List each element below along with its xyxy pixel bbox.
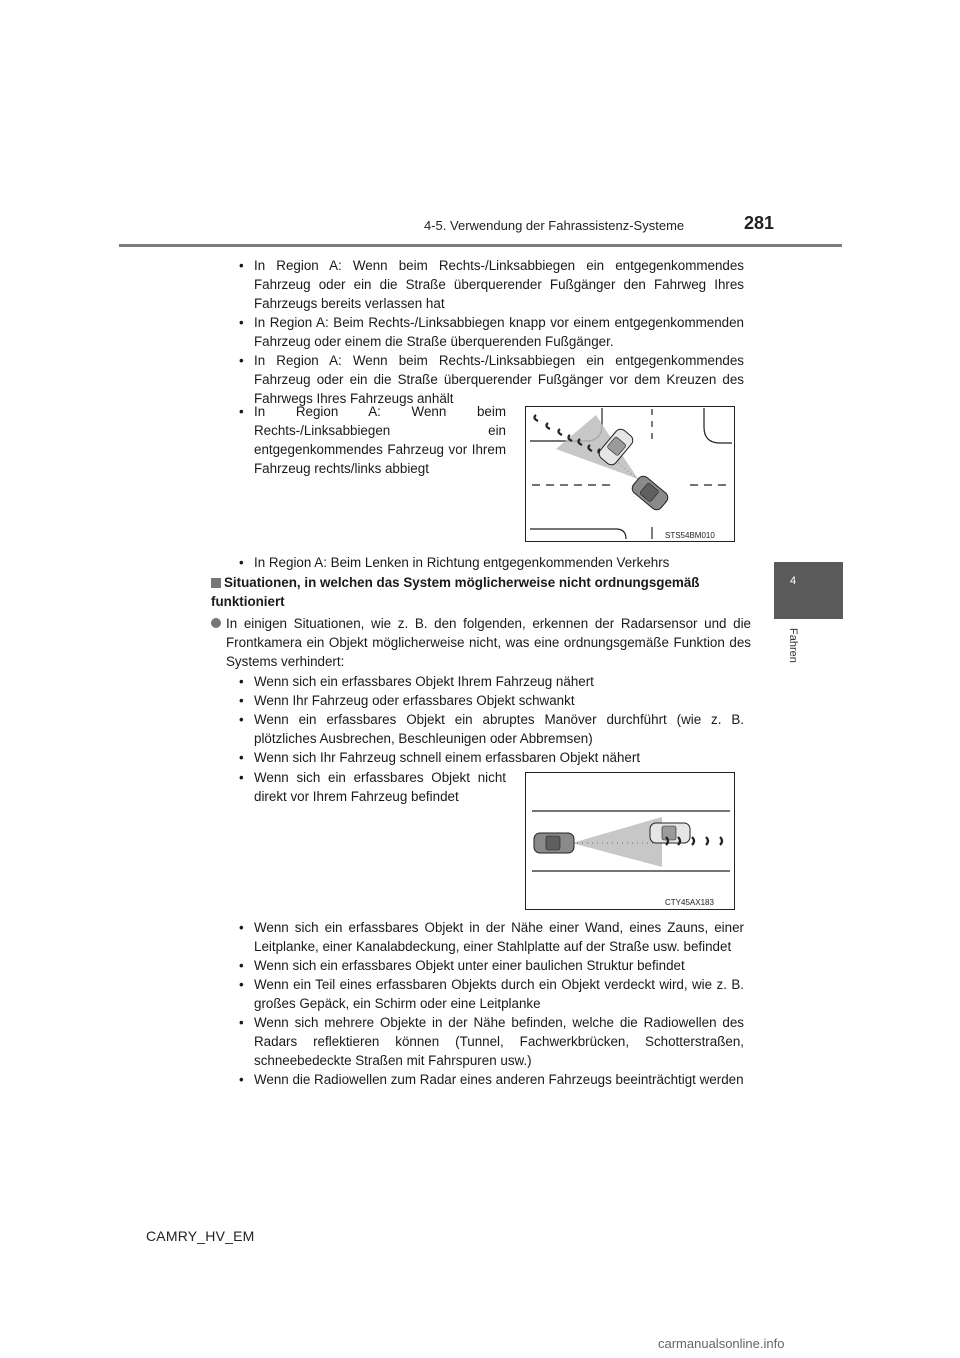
list-item: • In Region A: Wenn beim Rechts-/Linksabbiegen ein entgegenkommendes Fahrzeug oder ein die Straße überquerender Fußgänger vor dem Kreuzen des Fahrwegs Ihres Fahrzeugs anhält [238,351,744,408]
figure-code: CTY45AX183 [665,898,714,907]
section-title: 4-5. Verwendung der Fahrassistenz-Systeme [424,218,685,233]
bullet-list-1 [238,256,744,408]
circle-bullet-icon [211,618,221,628]
figure-code: STS54BM010 [665,531,715,540]
bullet-list-2 [238,553,744,572]
list-item: • In Region A: Beim Lenken in Richtung entgegenkommenden Verkehrs [238,553,744,572]
fig1-caption [238,402,506,478]
chapter-tab[interactable] [774,562,843,619]
bullet-list-3 [238,672,744,767]
list-item: • Wenn sich ein erfassbares Objekt nicht direkt vor Ihrem Fahrzeug befindet [238,768,506,806]
list-item: • In Region A: Wenn beim Rechts-/Linksabbiegen ein entgegenkommendes Fahrzeug vor Ihrem Fahrzeug rechts/links abbiegt [238,402,506,478]
list-item: • Wenn Ihr Fahrzeug oder erfassbares Objekt schwankt [238,691,744,710]
intro-paragraph: In einigen Situationen, wie z. B. den folgenden, erkennen der Radarsensor und die Frontkamera ein Objekt möglicherweise nicht, was eine ordnungsgemäße Funktion des Systems verhindert: [211,614,751,671]
list-item: • Wenn sich ein erfassbares Objekt Ihrem Fahrzeug nähert [238,672,744,691]
list-item: • In Region A: Beim Rechts-/Linksabbiegen knapp vor einem entgegenkommenden Fahrzeug oder einem die Straße überquerenden Fußgänger. [238,313,744,351]
list-item: • Wenn sich ein erfassbares Objekt unter einer baulichen Struktur befindet [238,956,744,975]
chapter-label: Fahren [787,628,799,663]
intersection-illustration [526,407,734,541]
figure-offset-vehicle [525,772,735,910]
list-item: • Wenn ein Teil eines erfassbaren Objekts durch ein Objekt verdeckt wird, wie z. B. großes Gepäck, ein Schirm oder eine Leitplanke [238,975,744,1013]
list-item: • Wenn sich Ihr Fahrzeug schnell einem erfassbaren Objekt nähert [238,748,744,767]
chapter-number: 4 [790,575,797,587]
list-item: • In Region A: Wenn beim Rechts-/Linksabbiegen ein entgegenkommendes Fahrzeug oder ein die Straße überquerender Fußgänger den Fahrweg Ihres Fahrzeugs bereits verlassen hat [238,256,744,313]
watermark[interactable]: carmanualsonline.info [658,1336,785,1351]
document-code: CAMRY_HV_EM [146,1228,255,1244]
fig2-caption [238,768,506,806]
lane-illustration [526,773,734,909]
bullet-list-4 [238,918,744,1089]
list-item: • Wenn sich mehrere Objekte in der Nähe befinden, welche die Radiowellen des Radars reflektieren können (Tunnel, Fachwerkbrücken, Schotterstraßen, schneebedeckte Straßen mit Fahrspuren usw.) [238,1013,744,1070]
list-item: • Wenn sich ein erfassbares Objekt in der Nähe einer Wand, eines Zauns, einer Leitplanke, einer Kanalabdeckung, einer Stahlplatte auf der Straße usw. befindet [238,918,744,956]
list-item: • Wenn die Radiowellen zum Radar eines anderen Fahrzeugs beeinträchtigt werden [238,1070,744,1089]
square-bullet-icon [211,578,221,588]
list-item: • Wenn ein erfassbares Objekt ein abruptes Manöver durchführt (wie z. B. plötzliches Ausbrechen, Beschleunigen oder Abbremsen) [238,710,744,748]
page-number: 281 [744,213,775,233]
header-rule [119,244,842,247]
section-heading: Situationen, in welchen das System möglicherweise nicht ordnungsgemäß funktioniert [211,575,700,609]
figure-turning-vehicle [525,406,735,542]
